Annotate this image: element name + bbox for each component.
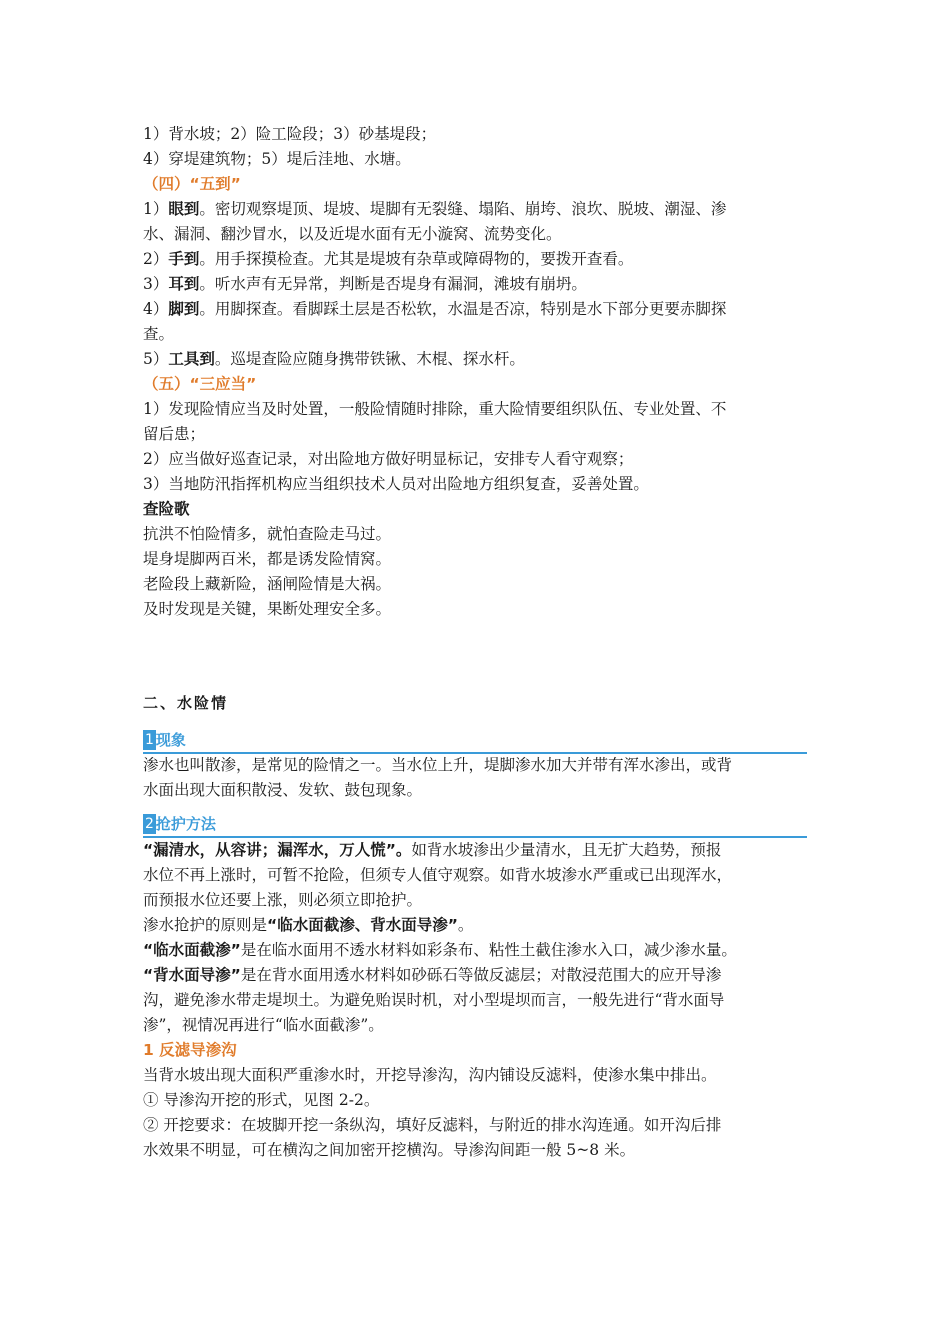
proverb: “漏清水，从容讲；漏浑水，万人慌”。 (143, 841, 412, 859)
item-text: 。巡堤查险应随身携带铁锹、木棍、探水杆。 (214, 350, 525, 368)
heading-text: 抢护方法 (155, 815, 216, 833)
rescue-principle (143, 913, 811, 938)
item-feet-cont: 查。 (143, 325, 175, 343)
item-keyword: 工具到 (168, 350, 215, 368)
rescue-line-3: 而预报水位还要上涨，则必须立即抢护。 (143, 891, 423, 909)
should-2: 2）应当做好巡查记录，对出险地方做好明显标记，安排专人看守观察； (143, 450, 634, 468)
song-line-1: 抗洪不怕险情多，就怕查险走马过。 (143, 525, 392, 543)
item-ears (143, 272, 808, 297)
ditch-line-4: 水效果不明显，可在横沟之间加密开挖横沟。导渗沟间距一般 5~8 米。 (143, 1141, 636, 1159)
ditch-line-1: 当背水坡出现大面积严重渗水时，开挖导渗沟，沟内铺设反滤料，使渗水集中排出。 (143, 1066, 717, 1084)
heading-three-shoulds: （五）“三应当” (143, 375, 257, 393)
item-number: 3） (143, 275, 169, 293)
item-number: 5） (143, 350, 169, 368)
item-text: 。用手探摸检查。尤其是堤坡有杂草或障碍物的，要拨开查看。 (199, 250, 634, 268)
song-title: 查险歌 (143, 500, 190, 518)
ditch-line-2: ① 导渗沟开挖的形式，见图 2-2。 (143, 1091, 380, 1109)
rescue-text: 是在背水面用透水材料如砂砾石等做反滤层；对散浸范围大的应开导渗 (240, 966, 722, 984)
item-eyes-cont: 水、漏洞、翻沙冒水，以及近堤水面有无小漩窝、流势变化。 (143, 225, 562, 243)
section-title-water-danger: 二、水险情 (143, 694, 229, 712)
heading-number: 1 (145, 732, 154, 748)
rescue-line-5 (143, 938, 811, 963)
rescue-line-1 (143, 838, 811, 863)
keyword: “背水面导渗” (143, 966, 241, 984)
rescue-line-7: 沟，避免渗水带走堤坝土。为避免贻误时机，对小型堤坝而言，一般先进行“背水面导 (143, 991, 725, 1009)
rescue-body (143, 838, 811, 1163)
phenomenon-line-2: 水面出现大面积散浸、发软、鼓包现象。 (143, 781, 423, 799)
rescue-line-2: 水位不再上涨时，可暂不抢险，但须专人值守观察。如背水坡渗水严重或已出现浑水， (143, 866, 733, 884)
rescue-text: 如背水坡渗出少量清水，且无扩大趋势，预报 (411, 841, 722, 859)
rescue-text: 渗水抢护的原则是 (143, 916, 268, 934)
danger-areas-line-2: 4）穿堤建筑物；5）堤后洼地、水塘。 (143, 150, 411, 168)
song-line-4: 及时发现是关键，果断处理安全多。 (143, 600, 392, 618)
ditch-line-3: ② 开挖要求：在坡脚开挖一条纵沟，填好反滤料，与附近的排水沟连通。如开沟后排 (143, 1116, 722, 1134)
should-3: 3）当地防汛指挥机构应当组织技术人员对出险地方组织复查，妥善处置。 (143, 475, 649, 493)
item-text: 。听水声有无异常，判断是否堤身有漏洞，滩坡有崩坍。 (199, 275, 587, 293)
phenomenon-body (143, 753, 811, 803)
phenomenon-line-1: 渗水也叫散渗，是常见的险情之一。当水位上升，堤脚渗水加大并带有浑水渗出，或背 (143, 756, 733, 774)
item-text: 。用脚探查。看脚踩土层是否松软，水温是否凉，特别是水下部分更要赤脚探 (199, 300, 727, 318)
subheading-filter-ditch: 1 反滤导渗沟 (143, 1041, 237, 1059)
item-tools (143, 347, 808, 372)
item-number: 2） (143, 250, 169, 268)
heading-phenomenon (143, 728, 807, 754)
should-1: 1）发现险情应当及时处置，一般险情随时排除，重大险情要组织队伍、专业处置、不 (143, 400, 727, 418)
item-keyword: 脚到 (168, 300, 200, 318)
rescue-line-6 (143, 963, 811, 988)
heading-five-arrivals: （四）“五到” (143, 175, 241, 193)
heading-number: 2 (145, 816, 154, 832)
principle-keyword: “临水面截渗、背水面导渗” (267, 916, 458, 934)
heading-text: 现象 (155, 731, 186, 749)
item-keyword: 手到 (168, 250, 200, 268)
danger-areas-line-1: 1）背水坡；2）险工险段；3）砂基堤段； (143, 125, 437, 143)
heading-rescue-methods (143, 812, 807, 838)
should-1-cont: 留后患； (143, 425, 206, 443)
item-keyword: 眼到 (168, 200, 200, 218)
item-number: 1） (143, 200, 169, 218)
item-eyes (143, 197, 808, 222)
item-keyword: 耳到 (168, 275, 200, 293)
item-feet (143, 297, 808, 322)
rescue-text: 是在临水面用不透水材料如彩条布、粘性土截住渗水入口，减少渗水量。 (240, 941, 737, 959)
song-line-2: 堤身堤脚两百米，都是诱发险情窝。 (143, 550, 392, 568)
top-section (143, 122, 808, 622)
keyword: “临水面截渗” (143, 941, 241, 959)
item-number: 4） (143, 300, 169, 318)
song-line-3: 老险段上藏新险，涵闸险情是大祸。 (143, 575, 392, 593)
item-text: 。密切观察堤顶、堤坡、堤脚有无裂缝、塌陷、崩垮、浪坎、脱坡、潮湿、渗 (199, 200, 727, 218)
rescue-text: 。 (457, 916, 474, 934)
rescue-line-8: 渗”，视情况再进行“临水面截渗”。 (143, 1016, 384, 1034)
item-hands (143, 247, 808, 272)
